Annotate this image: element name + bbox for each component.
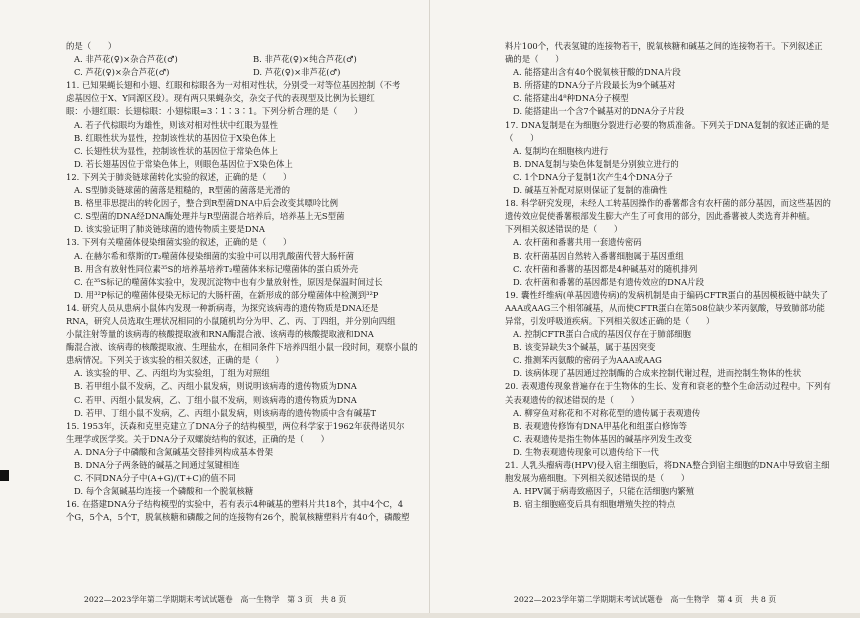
question-text: 胞发展为癌细胞。下列相关叙述错误的是（ ） — [505, 473, 690, 484]
option-text: A. 控制CFTR蛋白合成的基因仅存在于肺部细胞 — [513, 329, 691, 340]
option-text: A. 复制均在细胞核内进行 — [513, 145, 609, 156]
option-text: D. 该病体现了基因通过控制酶的合成来控制代谢过程，进而控制生物体的性状 — [513, 368, 802, 379]
option-text: A. 该实验的甲、乙、丙组均为实验组，丁组为对照组 — [74, 368, 270, 379]
question-text: 17. DNA复制是在为细胞分裂进行必要的物质准备。下列关于DNA复制的叙述正确的是 — [505, 119, 830, 130]
option-text: D. 能搭建出一个含7个碱基对的DNA分子片段 — [513, 106, 685, 117]
question-text: 患病情况。下列关于该实验的相关叙述，正确的是（ ） — [66, 355, 284, 366]
option-text: A. 非芦花(♀)×杂合芦花(♂) — [74, 54, 178, 65]
option-text: A. 若子代棕眼均为雄性，则该对相对性状中红眼为显性 — [74, 119, 278, 130]
option-text: B. 该变异缺失3个碱基，属于基因突变 — [513, 342, 656, 353]
question-text: 13. 下列有关噬菌体侵染细菌实验的叙述，正确的是（ ） — [66, 237, 292, 248]
option-text: D. 该实验证明了肺炎链球菌的遗传物质主要是DNA — [74, 224, 265, 235]
page-footer-4: 2022—2023学年第二学期期末考试试题卷 高一生物学 第 4 页 共 8 页 — [513, 594, 777, 604]
option-text: A. 在赫尔希和蔡斯的T₂噬菌体侵染细菌的实验中可以用乳酸菌代替大肠杆菌 — [74, 250, 354, 261]
question-text: 确的是（ ） — [505, 54, 564, 65]
option-text: C. 表观遗传是指生物体基因的碱基序列发生改变 — [513, 433, 692, 444]
option-text: B. DNA复制与染色体复制是分别独立进行的 — [513, 158, 679, 169]
question-text: RNA，研究人员选取生理状况相同的小鼠随机均分为甲、乙、丙、丁四组，并分别向四组 — [66, 315, 396, 326]
option-text: D. 用³²P标记的噬菌体侵染无标记的大肠杆菌，在新形成的部分噬菌体中检测到³²P — [74, 289, 379, 300]
option-text: A. 能搭建出含有40个脱氧核苷酸的DNA片段 — [513, 67, 681, 78]
exam-page-4 — [430, 0, 860, 618]
option-text: A. DNA分子中磷酸和含氮碱基交替排列构成基本骨架 — [74, 446, 273, 457]
question-text: 20. 表观遗传现象普遍存在于生物体的生长、发育和衰老的整个生命活动过程中。下列有 — [505, 381, 831, 392]
question-text: 眼：小翅红眼：长翅棕眼：小翅棕眼=3∶1∶3∶1。下列分析合理的是（ ） — [66, 106, 363, 117]
question-text: 虑基因位于X、Y同源区段）。现有两只果蝇杂交，杂交子代的表现型及比例为长翅红 — [66, 93, 375, 104]
question-text: 生理学或医学奖。关于DNA分子双螺旋结构的叙述，正确的是（ ） — [66, 433, 329, 444]
option-text: B. 用含有放射性同位素³⁵S的培养基培养T₂噬菌体来标记噬菌体的蛋白质外壳 — [74, 263, 359, 274]
option-text: C. 长翅性状为显性，控制该性状的基因位于常染色体上 — [74, 145, 279, 156]
left-question-column — [66, 40, 424, 524]
option-text: B. 若甲组小鼠不发病，乙、丙组小鼠发病，则说明该病毒的遗传物质为DNA — [74, 381, 357, 392]
option-text: B. 格里菲思提出的转化因子，整合到R型菌DNA中后会改变其嘌呤比例 — [74, 198, 338, 209]
question-text: 的是（ ） — [66, 41, 117, 51]
option-text: D. 每个含氮碱基均连接一个磷酸和一个脱氧核糖 — [74, 486, 254, 497]
question-text: 21. 人乳头瘤病毒(HPV)侵入宿主细胞后，将DNA整合到宿主细胞的DNA中导致宿主细 — [505, 460, 830, 470]
question-text: 18. 科学研究发现，未经人工转基因操作的番薯都含有农杆菌的部分基因，而这些基因的 — [505, 198, 831, 209]
question-text: 19. 囊性纤维病(单基因遗传病)的发病机制是由于编码CFTR蛋白的基因模板链中缺失了 — [505, 289, 828, 300]
question-text: 个G，5个A，5个T，脱氧核糖和磷酸之间的连接物有26个，脱氧核糖塑料片有40个，磷酸塑 — [66, 512, 410, 523]
question-text: 15. 1953年，沃森和克里克建立了DNA分子的结构模型，两位科学家于1962年获得诺贝尔 — [66, 420, 405, 431]
question-text: 14. 研究人员从患病小鼠体内发现一种新病毒，为探究该病毒的遗传物质是DNA还是 — [66, 302, 379, 313]
option-text: A. HPV属于病毒致癌因子，只能在活细胞内繁殖 — [513, 486, 695, 497]
page-footer-3: 2022—2023学年第二学期期末考试试题卷 高一生物学 第 3 页 共 8 页 — [83, 594, 347, 604]
question-text: 下列相关叙述错误的是（ ） — [505, 224, 623, 235]
option-text: B. 非芦花(♀)×纯合芦花(♂) — [253, 54, 357, 65]
option-text: B. 红眼性状为显性，控制该性状的基因位于X染色体上 — [74, 132, 276, 143]
option-text: C. 1个DNA分子复制1次产生4个DNA分子 — [513, 171, 673, 182]
option-text: B. 表观遗传修饰有DNA甲基化和组蛋白修饰等 — [513, 420, 687, 431]
question-text: 小鼠注射等量的该病毒的核酸提取液和RNA酶混合液、该病毒的核酸提取液和DNA — [66, 329, 374, 340]
option-text: B. 农杆菌基因自然转入番薯细胞属于基因重组 — [513, 250, 684, 261]
option-text: D. 农杆菌和番薯的基因都是有遗传效应的DNA片段 — [513, 276, 704, 287]
option-text: C. 芦花(♀)×杂合芦花(♂) — [74, 67, 170, 78]
option-text: C. 推测苯丙氨酸的密码子为AAA或AAG — [513, 355, 662, 366]
question-text: AAA或AAG三个相邻碱基，从而使CFTR蛋白在第508位缺少苯丙氨酸，导致肺部功能 — [505, 302, 825, 313]
option-row — [66, 53, 424, 66]
option-text: C. 不同DNA分子中(A+G)/(T+C)的值不同 — [74, 473, 236, 484]
option-text: A. 柳穿鱼对称花和不对称花型的遗传属于表观遗传 — [513, 407, 701, 418]
question-text: 11. 已知果蝇长翅和小翅、红眼和棕眼各为一对相对性状，分别受一对等位基因控制（不考 — [66, 80, 401, 91]
option-row — [66, 66, 424, 79]
question-text: 异常，引发呼吸道疾病。下列相关叙述正确的是（ ） — [505, 315, 715, 326]
option-text: D. 若甲、丁组小鼠不发病，乙、丙组小鼠发病，则该病毒的遗传物质中含有碱基T — [74, 407, 377, 418]
option-text: C. 在³⁵S标记的噬菌体实验中，发现沉淀物中也有少量放射性，原因是保温时间过长 — [74, 276, 383, 287]
option-text: C. S型菌的DNA经DNA酶处理并与R型菌混合培养后，培养基上无S型菌 — [74, 211, 345, 222]
option-text: B. 所搭建的DNA分子片段最长为9个碱基对 — [513, 80, 676, 91]
option-text: A. S型肺炎链球菌的菌落是粗糙的，R型菌的菌落是光滑的 — [74, 185, 291, 196]
question-text: （ ） — [505, 132, 539, 143]
option-text: A. 农杆菌和番薯共用一套遗传密码 — [513, 237, 642, 248]
scan-edge — [0, 613, 860, 618]
option-text: C. 若甲、丙组小鼠发病，乙、丁组小鼠不发病，则该病毒的遗传物质为DNA — [74, 394, 357, 405]
question-text: 关表观遗传的叙述错误的是（ ） — [505, 394, 639, 405]
question-text: 12. 下列关于肺炎链球菌转化实验的叙述，正确的是（ ） — [66, 171, 292, 182]
right-question-column — [505, 40, 857, 511]
option-text: C. 农杆菌和番薯的基因都是4种碱基对的随机排列 — [513, 263, 698, 274]
option-text: D. 生物表观遗传现象可以遗传给下一代 — [513, 446, 659, 457]
option-text: D. 若长翅基因位于常染色体上，则眼色基因位于X染色体上 — [74, 158, 293, 169]
option-text: C. 能搭建出4⁸种DNA分子模型 — [513, 93, 629, 104]
option-text: D. 碱基互补配对原则保证了复制的准确性 — [513, 185, 668, 196]
question-text: 遗传效应促使番薯根部发生膨大产生了可食用的部分，因此番薯被人类选育并种植。 — [505, 211, 815, 222]
question-text: 料片100个，代表氢键的连接物若干，脱氧核糖和碱基之间的连接物若干。下列叙述正 — [505, 41, 823, 51]
question-text: 酶混合液、该病毒的核酸提取液、生理盐水，在相同条件下培养四组小鼠一段时间，观察小鼠的 — [66, 342, 418, 353]
option-text: B. 宿主细胞癌变后具有细胞增殖失控的特点 — [513, 499, 676, 510]
option-text: B. DNA分子两条链的碱基之间通过氢键相连 — [74, 460, 240, 470]
option-text: D. 芦花(♀)×非芦花(♂) — [253, 67, 341, 78]
question-text: 16. 在搭建DNA分子结构模型的实验中，若有表示4种碱基的塑料片共18个，其中4个C，4 — [66, 499, 404, 510]
binding-mark — [0, 470, 9, 481]
